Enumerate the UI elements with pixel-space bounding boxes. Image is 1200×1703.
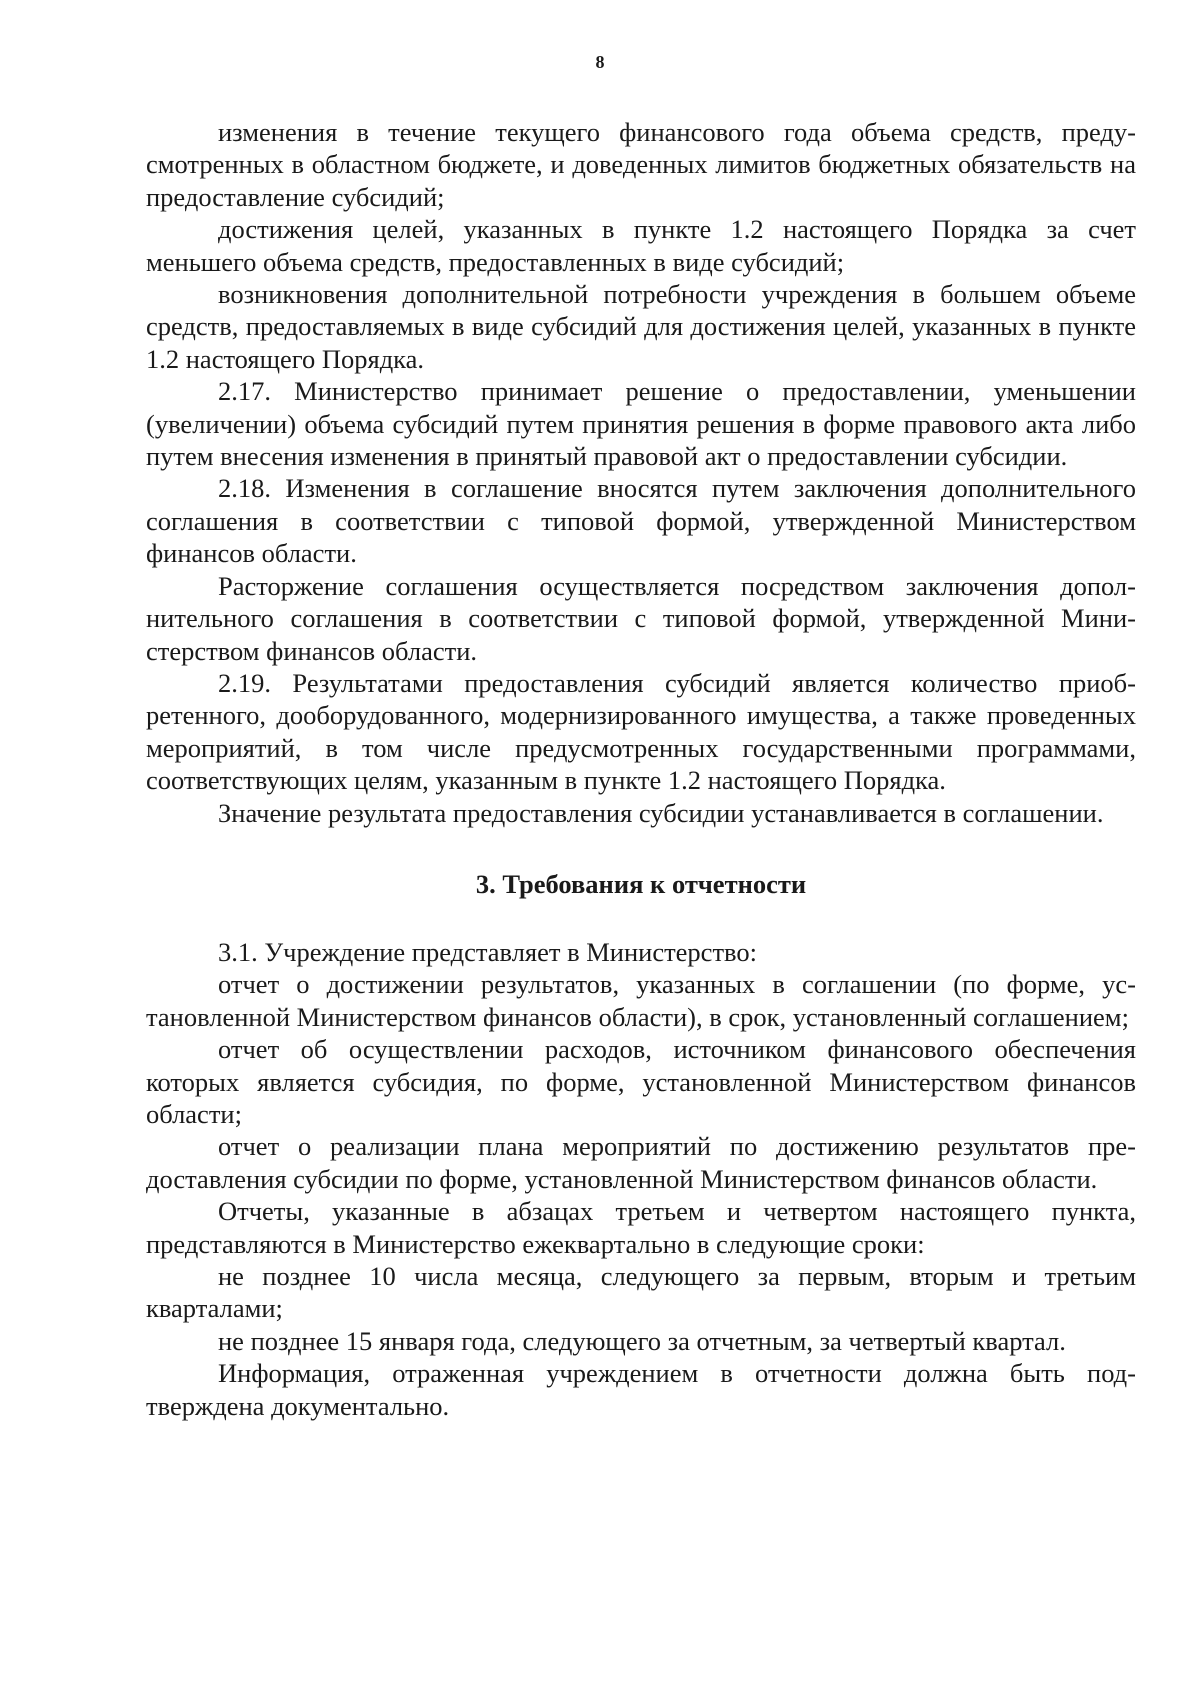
paragraph: не позднее 15 января года, следующего за отчетным, за четвертый квартал. <box>218 1325 1066 1356</box>
paragraph: Отчеты, указанные в абзацах третьем и четвертом настоящего пункта, представляются в Министерство ежеквартально в следующие сроки: <box>146 1196 1136 1259</box>
paragraph: Информация, отраженная учреждением в отчетности должна быть подтверждена документально. <box>146 1358 1136 1421</box>
section-2-continuation <box>146 116 1136 829</box>
section-heading: 3. Требования к отчетности <box>475 868 807 899</box>
paragraph-2-17: 2.17. Министерство принимает решение о предоставлении, уменьшении (увеличении) объема субсидий путем принятия решения в форме правового акта либо путем внесения изменения в принятый правовой акт о предоставлении субсидии. <box>146 376 1136 472</box>
paragraph: достижения целей, указанных в пункте 1.2 настоящего Порядка за счет меньшего объема средств, предоставленных в виде субсидий; <box>146 214 1136 277</box>
paragraph: Расторжение соглашения осуществляется посредством заключения дополнительного соглашения в соответствии с типовой формой, утвержденной Министерством финансов области. <box>146 570 1136 666</box>
paragraph: Значение результата предоставления субсидии устанавливается в соглашении. <box>218 797 1104 828</box>
paragraph: изменения в течение текущего финансового года объема средств, предусмотренных в областном бюджете, и доведенных лимитов бюджетных обязательств на предоставление субсидий; <box>146 117 1136 212</box>
paragraph-2-19: 2.19. Результатами предоставления субсидий является количество приобретенного, дооборудованного, модернизированного имущества, а также проведенных мероприятий, в том числе предусмотренных государственными программами, соответствующих целям, указанным в пункте 1.2 настоящего Порядка. <box>146 667 1136 796</box>
paragraph: отчет об осуществлении расходов, источником финансового обеспечения которых является субсидия, по форме, установленной Министерством финансов области; <box>146 1034 1136 1129</box>
section-3 <box>146 936 1136 1422</box>
paragraph: возникновения дополнительной потребности учреждения в большем объеме средств, предоставляемых в виде субсидий для достижения целей, указанных в пункте 1.2 настоящего Порядка. <box>146 279 1136 374</box>
paragraph: не позднее 10 числа месяца, следующего за первым, вторым и третьим кварталами; <box>146 1261 1136 1324</box>
document-body <box>146 116 1136 1422</box>
paragraph-3-1: 3.1. Учреждение представляет в Министерство: <box>218 936 757 967</box>
paragraph-2-18: 2.18. Изменения в соглашение вносятся путем заключения дополнительного соглашения в соответствии с типовой формой, утвержденной Министерством финансов области. <box>146 473 1136 569</box>
paragraph: отчет о достижении результатов, указанных в соглашении (по форме, установленной Министерством финансов области), в срок, установленный соглашением; <box>146 969 1136 1032</box>
paragraph: отчет о реализации плана мероприятий по достижению результатов предоставления субсидии по форме, установленной Министерством финансов области. <box>146 1131 1136 1194</box>
page-number: 8 <box>595 52 605 72</box>
